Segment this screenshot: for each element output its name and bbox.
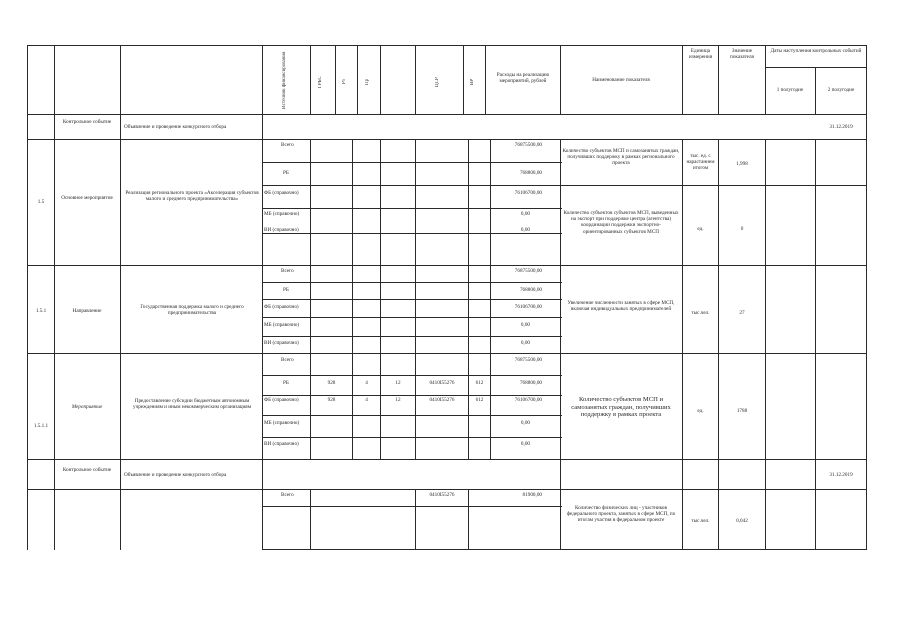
last-src: Всего <box>281 492 294 498</box>
r151-amt-4: 0,00 <box>520 340 530 346</box>
header-value: Значение показателя <box>730 48 754 61</box>
cs1-date: 31.12.2019 <box>829 124 853 130</box>
header-csr: ЦСР <box>435 77 440 87</box>
r15-src-2: ФБ (справочно) <box>264 190 299 196</box>
r1511-ind: Количество субъектов МСП и самозанятых граждан, получивших поддержку в рамках проекта <box>571 396 671 419</box>
cs2-type: Контрольное событие <box>62 467 112 473</box>
r15-amt-1: 768800,00 <box>519 170 542 176</box>
header-vr: ВР <box>470 78 475 86</box>
last-unit: тыс.чел. <box>691 518 710 524</box>
r151-type: Направление <box>72 308 102 314</box>
r15-val1: 1,998 <box>736 161 748 167</box>
cs1-type: Контрольное событие <box>62 119 112 125</box>
r1511-csr-2: 0410I55276 <box>429 397 455 403</box>
r1511-grbs-1: 928 <box>327 380 336 386</box>
r1511-pr-2: 12 <box>395 397 401 403</box>
header-pr: Пр <box>365 78 370 86</box>
header-indicator: Наименование показателя <box>592 77 650 83</box>
r15-src-0: Всего <box>281 142 294 148</box>
r15-src-3: МБ (справочно) <box>264 211 300 217</box>
r15-amt-3: 0,00 <box>520 211 530 217</box>
r151-src-1: РБ <box>283 287 289 293</box>
header-expenses: Расходы на реализацию мероприятий, рублей <box>496 72 550 85</box>
r1511-val: 1788 <box>736 408 748 414</box>
cs2-name: Объявление и проведение конкурсного отбора <box>124 472 227 478</box>
r1511-rz-2: 4 <box>365 397 368 403</box>
last-val: 0,042 <box>736 518 748 524</box>
header-dates: Даты наступления контрольных событий <box>770 48 862 54</box>
r151-num: 1.5.1 <box>35 308 47 314</box>
header-source: Источник финансирования <box>282 51 287 109</box>
r1511-amt-0: 76875500,00 <box>514 357 542 363</box>
last-ind: Количество физических лиц - участников федерального проекта, занятых в сфере МСП, по итогам участия в федеральном проекте <box>566 505 676 524</box>
r151-amt-0: 76875500,00 <box>514 268 542 274</box>
r1511-src-4: ВИ (справочно) <box>264 441 299 447</box>
r151-src-4: ВИ (справочно) <box>264 340 299 346</box>
r15-amt-0: 76875500,00 <box>514 142 542 148</box>
r1511-src-1: РБ <box>283 380 289 386</box>
r1511-csr-1: 0410I55276 <box>429 380 455 386</box>
r1511-amt-2: 76106700,00 <box>514 397 542 403</box>
cs2-date: 31.12.2019 <box>829 472 853 478</box>
r15-amt-2: 76106700,00 <box>514 190 542 196</box>
header-grbs: ГРБС <box>318 76 323 88</box>
r151-unit: тыс.чел. <box>691 310 710 316</box>
r1511-grbs-2: 928 <box>327 397 336 403</box>
header-half2: 2 полугодие <box>827 87 855 93</box>
r15-unit2: ед. <box>697 226 704 232</box>
r15-val2: 0 <box>740 226 744 232</box>
r15-ind1: Количество субъектов МСП и самозанятых граждан, получивших поддержку в рамках регионального проекта <box>562 148 680 167</box>
last-amt: 81900,00 <box>522 492 542 498</box>
r151-amt-2: 76106700,00 <box>514 304 542 310</box>
r1511-amt-1: 768800,00 <box>519 380 542 386</box>
r1511-vr-1: 612 <box>475 380 484 386</box>
header-half1: 1 полугодие <box>776 87 804 93</box>
r1511-pr-1: 12 <box>395 380 401 386</box>
header-unit: Единица измерения <box>688 48 713 61</box>
r1511-src-3: МБ (справочно) <box>264 420 300 426</box>
r151-amt-3: 0,00 <box>520 322 530 328</box>
r1511-unit: ед. <box>697 408 704 414</box>
r151-src-2: ФБ (справочно) <box>264 304 299 310</box>
r151-amt-1: 768800,00 <box>519 287 542 293</box>
r15-ind2: Количество субъектов субъектов МСП, выведенных на экспорт при поддержке центра (агентства) координации поддержки экспортно-ориентированных субъектов МСП <box>563 210 679 235</box>
r151-name: Государственная поддержка малого и среднего предпринимательства <box>140 304 244 317</box>
r151-src-3: МБ (справочно) <box>264 322 300 328</box>
r1511-name: Предоставление субсидии бюджетным автономным учреждениям и иным некоммерческим организациям <box>133 398 251 411</box>
r1511-amt-3: 0,00 <box>520 420 530 426</box>
r151-ind: Увеличение численности занятых в сфере МСП, включая индивидуальных предпринимателей <box>567 300 675 313</box>
r1511-src-0: Всего <box>281 357 294 363</box>
header-rz: Рз <box>342 79 347 85</box>
r15-name: Реализация регионального проекта «Акселерация субъектов малого и среднего предпринимательства» <box>125 190 259 203</box>
r1511-num: 1.5.1.1 <box>33 423 49 429</box>
r1511-rz-1: 4 <box>365 380 368 386</box>
r15-type: Основное мероприятие <box>61 195 113 201</box>
r151-val: 27 <box>739 310 745 316</box>
r1511-src-2: ФБ (справочно) <box>264 397 299 403</box>
r15-amt-4: 0,00 <box>520 227 530 233</box>
r15-src-1: РБ <box>283 170 289 176</box>
r1511-amt-4: 0,00 <box>520 441 530 447</box>
r15-num: 1.5 <box>37 199 45 205</box>
r15-src-4: ВИ (справочно) <box>264 227 299 233</box>
last-csr: 0410I55276 <box>429 492 455 498</box>
r1511-vr-2: 612 <box>475 397 484 403</box>
r151-src-0: Всего <box>281 268 294 274</box>
r15-unit1: тыс. ед. с нарастанием итогом <box>686 153 715 172</box>
r1511-type: Мероприятие <box>71 404 103 410</box>
cs1-name: Объявление и проведение конкурсного отбора <box>124 124 227 130</box>
